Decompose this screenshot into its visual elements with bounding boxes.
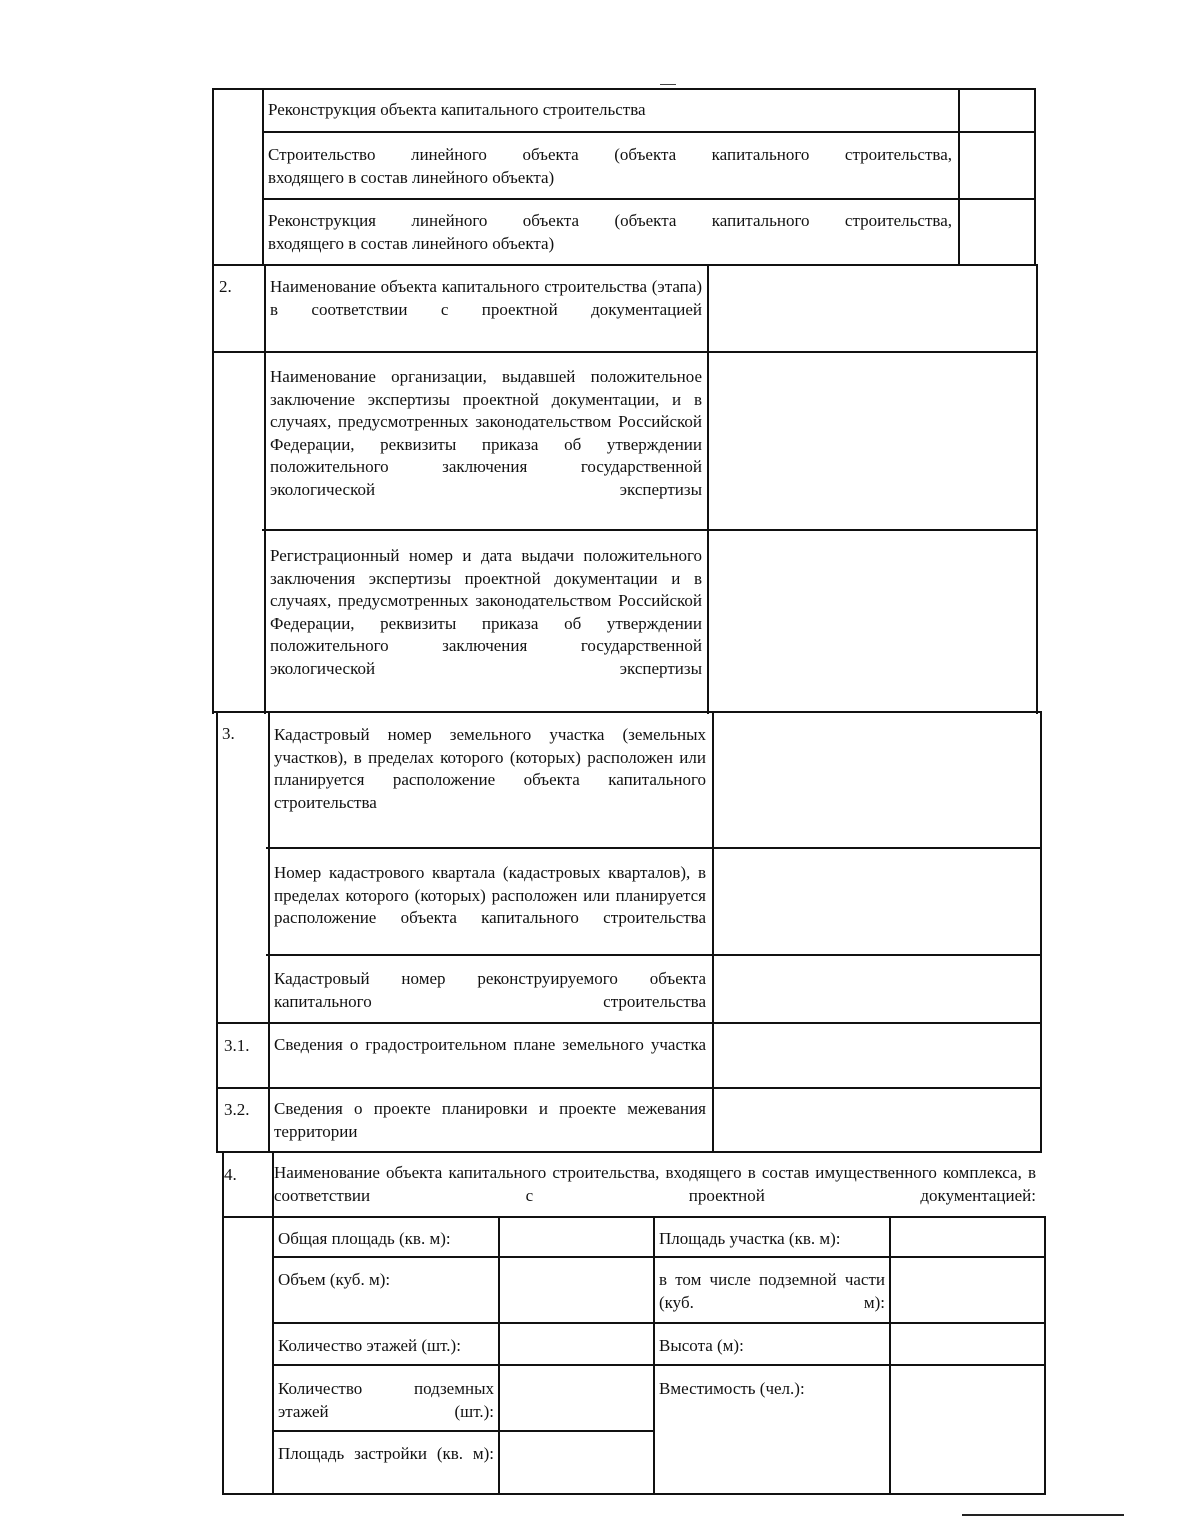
row-number-4: 4. [224,1165,237,1184]
rule [262,88,264,266]
label-floors: Количество этажей (шт.): [278,1336,461,1355]
rule [216,1087,1042,1089]
label-cadastral-object: Кадастровый номер реконструируемого объекта капитального строительства [274,969,706,1011]
rule [222,1216,1044,1218]
row-text: Строительство линейного объекта (объекта капитального строительства, [268,145,952,164]
row-reconstruction-linear [268,210,952,255]
rule [212,264,214,714]
rule [707,264,709,714]
label-total-area: Общая площадь (кв. м): [278,1229,451,1248]
row-text: Реконструкция линейного объекта (объекта капитального строительства, [268,211,952,230]
rule [653,1216,655,1495]
label-expertise-organization: Наименование организации, выдавшей положительное заключение экспертизы проектной документации, и в случаях, предусмотренных законодательством Российской Федерации, реквизиты приказа об утверждении положительного заключения государственной экологической экспертизы [270,367,702,499]
rule [889,1216,891,1495]
label-cadastral-plot: Кадастровый номер земельного участка (земельных участков), в пределах которого (которых) расположен или планируется расположение объекта капитального строительства [274,725,706,812]
rule [272,1364,1044,1366]
rule [1036,264,1038,714]
rule [212,351,1036,353]
rule [216,1151,1042,1153]
row-number-3-2: 3.2. [224,1100,250,1119]
label-property-complex: Наименование объекта капитального строительства, входящего в состав имущественного комплекса, в соответствии с проектной документацией: [274,1163,1036,1205]
rule [262,529,1038,531]
row-number-2: 2. [219,277,232,296]
label-volume: Объем (куб. м): [278,1270,391,1289]
scan-mark [962,1514,1124,1516]
label-expertise-registration: Регистрационный номер и дата выдачи положительного заключения экспертизы проектной документации и в случаях, предусмотренных законодательством Российской Федерации, реквизиты приказа об утверждении положительного заключения государственной экологической экспертизы [270,546,702,678]
row-reconstruction-capital: Реконструкция объекта капитального строительства [268,100,646,119]
rule [212,711,1040,713]
rule [272,1256,1044,1258]
rule [222,1151,224,1495]
rule [958,88,960,266]
rule [1040,711,1042,1153]
rule [216,1022,1042,1024]
row-text: входящего в состав линейного объекта) [268,233,555,253]
rule [272,1151,274,1495]
scan-mark [660,84,676,85]
rule [1034,88,1036,266]
rule [216,711,218,1153]
label-built-area: Площадь застройки (кв. м): [278,1444,494,1463]
rule [272,1430,654,1432]
rule [266,847,1042,849]
rule [266,954,1042,956]
row-number-3: 3. [222,724,235,743]
rule [268,711,270,1153]
row-text: входящего в состав линейного объекта) [268,167,555,187]
rule [1044,1216,1046,1495]
rule [498,1216,500,1495]
label-urban-plan: Сведения о градостроительном плане земельного участка [274,1035,706,1054]
rule [262,131,1036,133]
rule [222,1493,1046,1495]
row-number-3-1: 3.1. [224,1036,250,1055]
label-height: Высота (м): [659,1336,744,1355]
rule [212,88,1036,90]
rule [712,711,714,1153]
rule [264,264,266,714]
label-planning-project: Сведения о проекте планировки и проекте межевания территории [274,1099,706,1141]
label-cadastral-quarter: Номер кадастрового квартала (кадастровых кварталов), в пределах которого (которых) расположен или планируется расположение объекта капитального строительства [274,863,706,927]
rule [272,1322,1044,1324]
rule [212,264,1036,266]
row-construction-linear [268,144,952,189]
label-object-name: Наименование объекта капитального строительства (этапа) в соответствии с проектной документацией [270,277,702,319]
rule [212,88,214,266]
label-underground-volume: в том числе подземной части (куб. м): [659,1270,885,1312]
rule [262,198,1036,200]
label-plot-area: Площадь участка (кв. м): [659,1229,841,1248]
label-capacity: Вместимость (чел.): [659,1379,805,1398]
label-underground-floors: Количество подземных этажей (шт.): [278,1379,494,1421]
